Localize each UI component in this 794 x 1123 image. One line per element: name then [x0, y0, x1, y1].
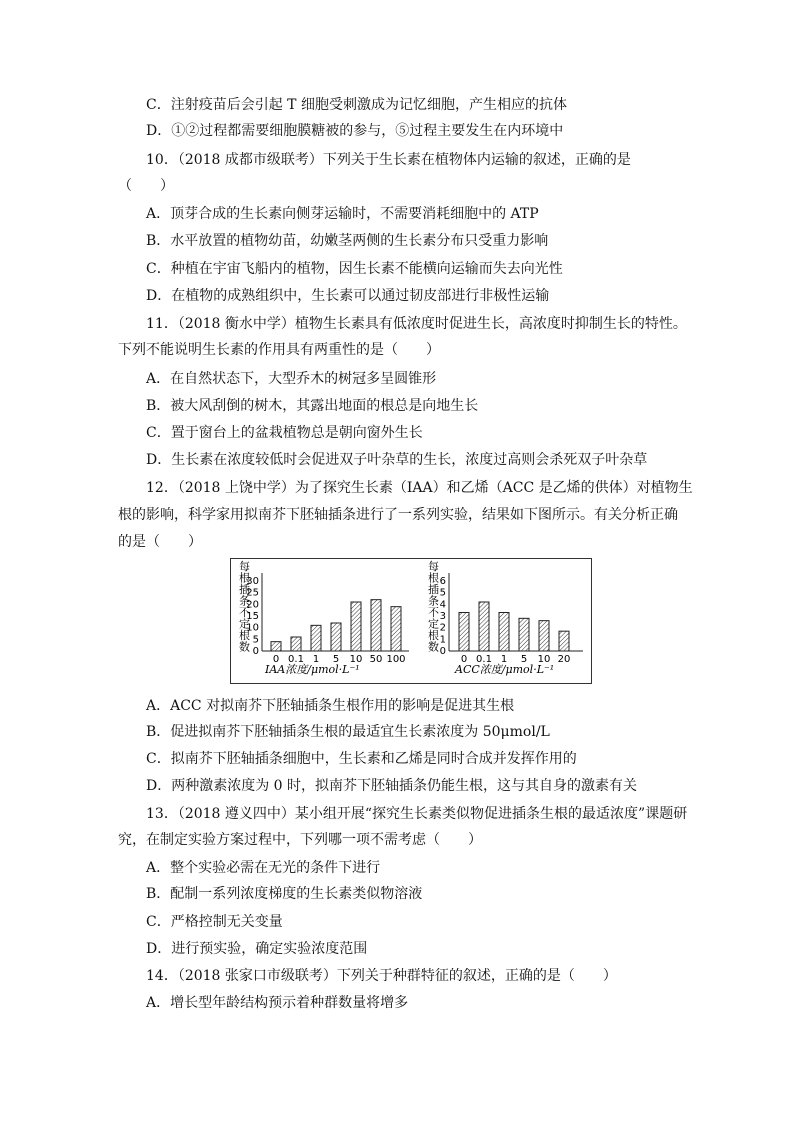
- text-line: B．促进拟南芥下胚轴插条生根的最适宜生长素浓度为 50μmol/L: [146, 724, 550, 740]
- chart-svg: [231, 559, 591, 683]
- y-axis-label-char: 定: [428, 617, 439, 631]
- text-line: （ ）: [118, 178, 174, 194]
- text-line: A．在自然状态下，大型乔木的树冠多呈圆锥形: [146, 371, 437, 387]
- y-tick-label: 25: [246, 587, 259, 599]
- y-tick-label: 6: [439, 576, 446, 587]
- y-tick-label: 5: [439, 587, 446, 599]
- text-line: D．生长素在浓度较低时会促进双子叶杂草的生长，浓度过高则会杀死双子叶杂草: [146, 452, 648, 468]
- y-axis-label-char: 每: [239, 560, 250, 573]
- text-line: A．整个实验必需在无光的条件下进行: [146, 860, 381, 876]
- y-axis-label-char: 插: [239, 583, 250, 596]
- bar: [479, 602, 489, 651]
- y-axis-label-char: 根: [428, 571, 439, 585]
- bar: [499, 613, 509, 652]
- x-tick-label: 100: [386, 654, 406, 665]
- y-tick-label: 10: [246, 622, 259, 634]
- y-tick-label: 4: [439, 599, 446, 611]
- y-axis-label-char: 根: [239, 571, 250, 585]
- y-tick-label: 20: [246, 599, 259, 611]
- bar: [331, 623, 341, 651]
- y-tick-label: 5: [252, 634, 259, 646]
- y-tick-label: 2: [439, 622, 446, 634]
- text-line: A．ACC 对拟南芥下胚轴插条生根作用的影响是促进其生根: [146, 698, 515, 714]
- text-line: 11．（2018 衡水中学）植物生长素具有低浓度时促进生长，高浓度时抑制生长的特性。: [146, 316, 687, 332]
- text-line: A．增长型年龄结构预示着种群数量将增多: [146, 995, 409, 1011]
- y-tick-label: 0: [252, 646, 259, 657]
- y-tick-label: 0: [439, 646, 446, 657]
- text-line: C．拟南芥下胚轴插条细胞中，生长素和乙烯是同时合成并发挥作用的: [146, 751, 577, 767]
- text-line: C．注射疫苗后会引起 T 细胞受刺激成为记忆细胞，产生相应的抗体: [146, 97, 567, 113]
- figure-chart-pair: [230, 558, 592, 684]
- text-line: B．被大风刮倒的树木，其露出地面的根总是向地生长: [146, 398, 479, 414]
- y-axis-label-char: 数: [239, 640, 250, 654]
- x-tick-label: 1: [500, 654, 508, 665]
- bar: [559, 631, 569, 651]
- bar: [539, 621, 549, 651]
- x-tick-label: 0: [460, 654, 468, 665]
- y-axis-label-char: 插: [428, 583, 439, 596]
- y-tick-label: 1: [439, 634, 446, 646]
- y-axis-label-char: 根: [239, 629, 250, 642]
- x-tick-label: 5: [332, 654, 340, 665]
- y-axis-label-char: 条: [428, 594, 439, 608]
- x-axis-label: ACC浓度/μmol·L⁻¹: [455, 663, 555, 676]
- bar: [351, 602, 361, 651]
- bar: [391, 607, 401, 651]
- x-tick-label: 10: [349, 654, 363, 665]
- text-line: A．顶芽合成的生长素向侧芽运输时，不需要消耗细胞中的 ATP: [146, 206, 539, 222]
- y-tick-label: 15: [246, 611, 259, 622]
- text-line: C．种植在宇宙飞船内的植物，因生长素不能横向运输而失去向光性: [146, 261, 563, 277]
- bar: [519, 618, 529, 651]
- y-axis-label-char: 不: [428, 606, 439, 619]
- x-tick-label: 0.1: [476, 654, 492, 665]
- text-line: 13．（2018 遵义四中）某小组开展“探究生长素类似物促进插条生根的最适浓度”课题研: [146, 806, 688, 822]
- text-line: D．①②过程都需要细胞膜糖被的参与，⑤过程主要发生在内环境中: [146, 123, 564, 139]
- text-line: B．水平放置的植物幼苗，幼嫩茎两侧的生长素分布只受重力影响: [146, 233, 549, 249]
- y-axis-label-char: 根: [428, 629, 439, 642]
- y-tick-label: 3: [439, 611, 446, 622]
- x-tick-label: 0.1: [288, 654, 304, 665]
- bar: [311, 625, 321, 651]
- x-tick-label: 1: [312, 654, 320, 665]
- text-line: 下列不能说明生长素的作用具有两重性的是（ ）: [118, 342, 440, 358]
- x-tick-label: 5: [520, 654, 528, 665]
- bar: [291, 637, 301, 651]
- x-axis-label: IAA浓度/μmol·L⁻¹: [265, 663, 360, 676]
- text-line: 究，在制定实验方案过程中，下列哪一项不需考虑（ ）: [118, 832, 482, 848]
- bar: [459, 613, 469, 652]
- text-line: 的是（ ）: [118, 534, 202, 550]
- text-line: 12．（2018 上饶中学）为了探究生长素（IAA）和乙烯（ACC 是乙烯的供体）对植物生: [146, 480, 693, 496]
- text-line: 10．（2018 成都市级联考）下列关于生长素在植物体内运输的叙述，正确的是: [146, 152, 631, 168]
- y-axis-label-char: 不: [239, 606, 250, 619]
- text-line: C．置于窗台上的盆栽植物总是朝向窗外生长: [146, 425, 423, 441]
- y-axis-label-char: 定: [239, 617, 250, 631]
- text-line: D．进行预实验，确定实验浓度范围: [146, 941, 368, 957]
- y-axis-label-char: 条: [239, 594, 250, 608]
- text-line: D．在植物的成熟组织中，生长素可以通过韧皮部进行非极性运输: [146, 288, 550, 304]
- bar: [371, 600, 381, 651]
- x-tick-label: 0: [272, 654, 280, 665]
- text-line: 根的影响，科学家用拟南芥下胚轴插条进行了一系列实验，结果如下图所示。有关分析正确: [118, 507, 678, 523]
- y-tick-label: 30: [246, 576, 259, 587]
- text-line: B．配制一系列浓度梯度的生长素类似物溶液: [146, 886, 423, 902]
- x-tick-label: 10: [537, 654, 551, 665]
- text-line: D．两种激素浓度为 0 时，拟南芥下胚轴插条仍能生根，这与其自身的激素有关: [146, 778, 638, 794]
- x-tick-label: 20: [557, 654, 571, 665]
- y-axis-label-char: 每: [428, 560, 439, 573]
- text-line: C．严格控制无关变量: [146, 914, 283, 930]
- bar: [271, 642, 281, 651]
- text-line: 14．（2018 张家口市级联考）下列关于种群特征的叙述，正确的是（ ）: [146, 968, 617, 984]
- x-tick-label: 50: [369, 654, 383, 665]
- y-axis-label-char: 数: [428, 640, 439, 654]
